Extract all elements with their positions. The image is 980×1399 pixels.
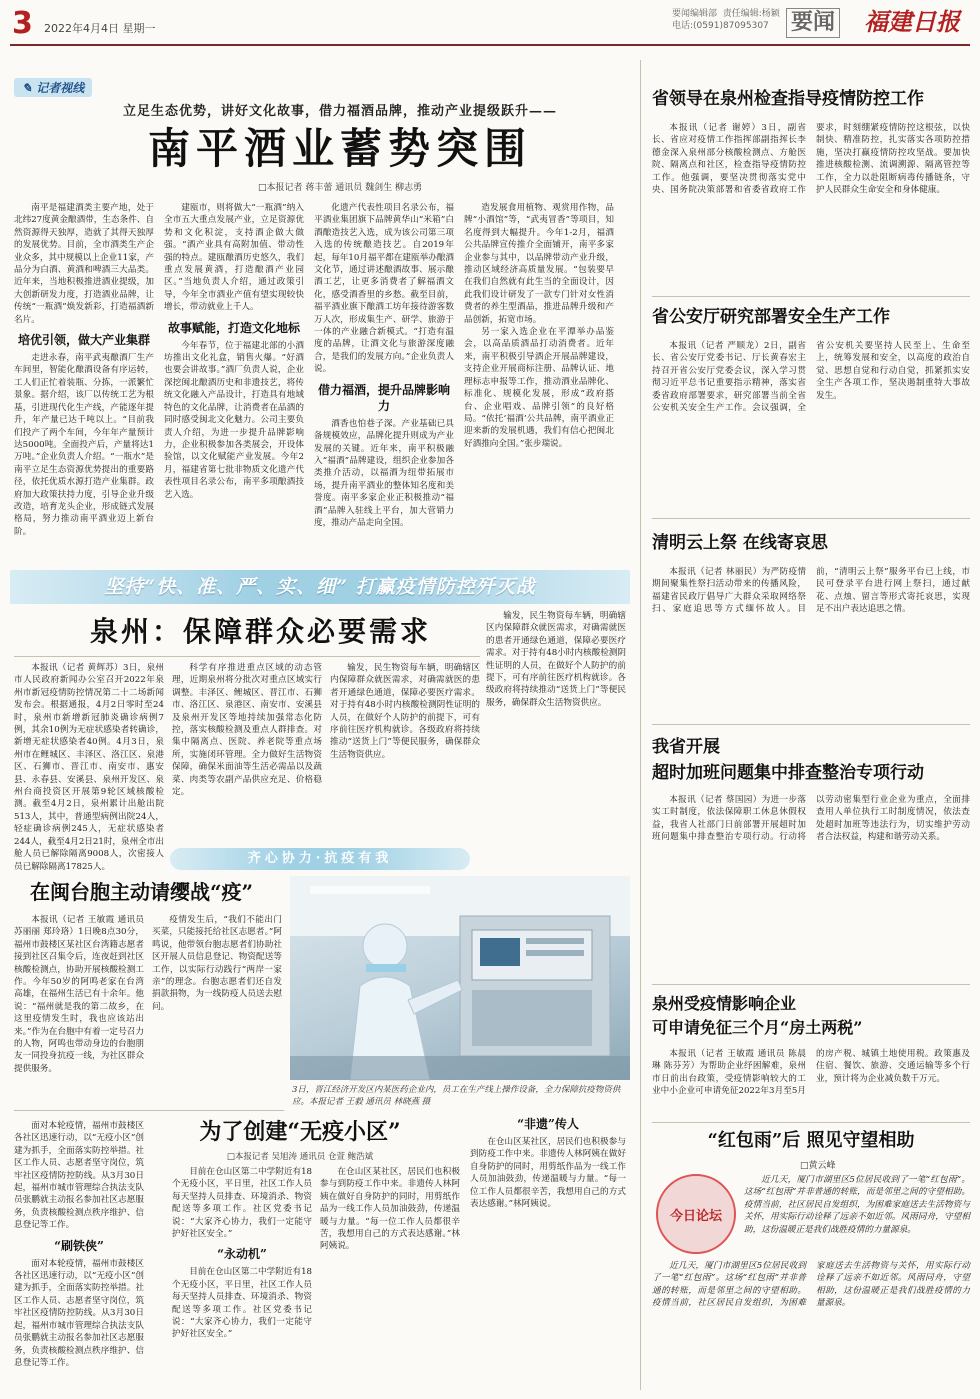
right-rule-3 bbox=[652, 724, 970, 725]
lead-col-2 bbox=[164, 202, 304, 556]
quanzhou-para-1: 本报讯（记者 黄辉苏）3日，泉州市人民政府新闻办公室召开2022年泉州市新冠疫情防控情况第二十二场新闻发布会。根据通报，4月2日零时至24时，泉州市新增新冠肺炎确诊病例7例，其余10例为无症状感染者转确诊，新增无症状感染者40例。4月3日，泉州市在鲤城区、丰泽区、洛江区、泉港区、石狮市、晋江市、南安市、惠安县、永春县、安溪县、泉州开发区、泉州台商投资区开展第9轮区域核酸检测。截至4月2日，泉州累计出舱出院513人，其中，普通型病例出院24人，轻症确诊病例245人，无症状感染者244人，截至4月2日21时，泉州全市出舱人员已解除隔离9008人，次密接人员已解除隔离17825人。 bbox=[14, 663, 164, 872]
right-a2-title: 省公安厅研究部署安全生产工作 bbox=[652, 307, 890, 327]
editors-text: 要闻编辑部 bbox=[672, 9, 718, 19]
fuzhou-title: 在闽台胞主动请缨战“疫” bbox=[30, 880, 254, 904]
right-a4-para: 本报讯（记者 蔡国园）为进一步落实工时制度，依法保障职工休息休假权益，我省人社部门日前部署开展超时加班问题集中排查整治专项行动。行动将以劳动密集型行业企业为重点，全面排查用人单位执行工时制度情况，依法查处超时加班等违法行为，切实维护劳动者合法权益，构建和谐劳动关系。 bbox=[652, 795, 970, 843]
right-rule-2 bbox=[652, 518, 970, 519]
xiaoqu-col-2 bbox=[172, 1166, 312, 1392]
lead-para-4: 造发展食用植物、观赏用作物，品牌“小酒馆”等，“武夷冒香”等项目，知名度得到大幅提升。今年1-2月，福酒公共品牌宣传推介全面铺开，南平多家企业参与其中，以品牌带动产业升级，推动区域经济高质量发展。“包装要早在我们自然就有此生当的全面设计，因此我们设计研发了一款专门针对女性消费者的养生型酒品，推进品牌升级和产品创新，拓宽市场。 bbox=[464, 203, 614, 325]
forum-badge-text: 今日论坛 bbox=[669, 1208, 722, 1224]
header-rule bbox=[10, 44, 970, 46]
phone-text: 电话:(0591)87095307 bbox=[672, 21, 769, 31]
right-rule-4 bbox=[652, 984, 970, 985]
quanzhou-col-1 bbox=[14, 662, 164, 872]
quanzhou-col-2 bbox=[172, 662, 322, 840]
quanzhou-para-2: 科学有序推进重点区域的动态管理，近期泉州将分批次对重点区域实行调整。丰泽区、鲤城区、晋江市、石狮市、洛江区、泉港区、南安市、安溪县及泉州开发区等地持续加强常态化防控，落实核酸检测及重点人群排查。对集中隔离点、医院、养老院等重点场所，实施闭环管理。全力做好生活物资保障，确保米面油等生活必需品以及蔬菜、肉类等农副产品供应充足、价格稳定。 bbox=[172, 663, 322, 798]
right-a6-text-2 bbox=[652, 1260, 970, 1392]
photo-caption: 3日，晋江经济开发区内某医药企业内，员工在生产线上操作设备，全力保障抗疫物资供应。本报记者 王毅 通讯员 林晓燕 摄 bbox=[292, 1085, 621, 1107]
xiaoqu-para-2b: 目前在仓山区第二中学附近有18个无疫小区，平日里，社区工作人员每天坚持人员排查、环境消杀、物资配送等多项工作。社区党委书记说：“大家齐心协力，我们一定能守护好社区安全。” bbox=[172, 1267, 312, 1340]
right-a4-title-1: 我省开展 bbox=[652, 737, 720, 757]
brand-logo: 福建日报 bbox=[864, 7, 960, 36]
lead-para-1: 南平是福建酒类主要产地，处于北纬27度黄金酿酒带，生态条件、自然资源得天独厚，造就了其得天独厚的发展优势。目前，全市酒类生产企业众多，其中规模以上企业11家，产品分为白酒、黄酒和啤酒三大品类。近年来，当地积极推进酒业提级，加大创新研发力度，打造酒业品牌，让传统“一瓶酒”焕发新彩，打造福酒新名片。 bbox=[14, 203, 154, 325]
corner-tag-text: 记者视线 bbox=[36, 81, 85, 95]
right-a3-text bbox=[652, 566, 970, 716]
lead-byline: □本报记者 蒋丰蕾 通讯员 魏剑生 柳志勇 bbox=[258, 183, 422, 193]
quanzhou-col-4 bbox=[486, 610, 626, 840]
corner-tag bbox=[14, 78, 92, 97]
xiaoqu-para-1: 面对本轮疫情，福州市鼓楼区各社区迅速行动，以“无疫小区”创建为抓手，全面落实防控举措。社区工作人员、志愿者坚守岗位，筑牢社区疫情防控防线。从3月30日起，福州市城市管理综合执法支队员张鹏就主动报名参加社区志愿服务，负责核酸检测点秩序维护、信息登记等工作。 bbox=[14, 1121, 144, 1231]
quanzhou-title-rule bbox=[14, 656, 480, 657]
xiaoqu-subhead-3: “非遗”传人 bbox=[517, 1117, 579, 1131]
lead-para-2: 建瓯市，则将做大“一瓶酒”纳入全市五大重点发展产业，立足资源优势和文化积淀，支持酒企做大做强。“酒产业具有高附加值、带动性强的特点。建瓯酿酒历史悠久，我们重点发展黄酒，打造酿酒产业园区。”当地负责人介绍，通过政策引导，今年全市酒业产值有望实现较快增长，带动就业上千人。 bbox=[164, 203, 304, 313]
date-text: 2022年4月4日 bbox=[44, 22, 119, 35]
banner-1-text: 坚持“快、准、严、实、细” 打赢疫情防控歼灭战 bbox=[104, 576, 536, 598]
right-rule-1 bbox=[652, 296, 970, 297]
lead-subhead-2: 故事赋能，打造文化地标 bbox=[167, 320, 300, 335]
xiaoqu-para-1b: 面对本轮疫情，福州市鼓楼区各社区迅速行动，以“无疫小区”创建为抓手，全面落实防控举措。社区工作人员、志愿者坚守岗位，筑牢社区疫情防控防线。从3月30日起，福州市城市管理综合执法支队员张鹏就主动报名参加社区志愿服务，负责核酸检测点秩序维护、信息登记等工作。 bbox=[14, 1258, 144, 1368]
quanzhou-col-3 bbox=[330, 662, 480, 840]
quanzhou-para-4: 输发，民生物资每车辆，明确辖区内保障群众就医需求，对确需就医的患者开通绿色通道，保障必要医疗需求。对于持有48小时内核酸检测阴性证明的人员，在做好个人防护的前提下，可有序前往医疗机构就诊。各级政府将持续推动“送货上门”等便民服务，确保群众生活物资供应。 bbox=[486, 611, 626, 708]
right-a6-byline: □黄云峰 bbox=[800, 1161, 836, 1171]
forum-badge bbox=[656, 1174, 736, 1254]
fuzhou-col-2 bbox=[152, 914, 282, 1114]
editor-info bbox=[672, 8, 780, 32]
right-a4-title-2: 超时加班问题集中排查整治专项行动 bbox=[652, 763, 924, 783]
xiaoqu-para-3: 在仓山区某社区，居民们也积极参与到防疫工作中来。非遗传人林阿姨在做好自身防护的同时，用剪纸作品为一线工作人员加油鼓劲，传递温暖与力量。“每一位工作人员都很辛苦，我想用自己的方式表达感谢。”林阿姨说。 bbox=[320, 1167, 460, 1252]
news-photo bbox=[290, 876, 630, 1080]
lead-col-3 bbox=[314, 202, 454, 556]
fuzhou-col-1 bbox=[14, 914, 144, 1114]
weekday-text: 星期一 bbox=[122, 22, 156, 35]
right-a3-para: 本报讯（记者 林丽民）为严防疫情期间聚集性祭扫活动带来的传播风险，福建省民政厅倡导广大群众采取网络祭扫、家庭追思等方式缅怀故人。目前，“清明云上祭”服务平台已上线，市民可登录平台进行网上祭扫，通过献花、点烛、留言等形式寄托哀思，实现足不出户表达追思之情。 bbox=[652, 567, 970, 615]
lead-para-3: 化遗产代表性项目名录公布，福平酒业集团旗下品牌黄华山“米箱”白酒酿造技艺入选，成为该公司第三项入选的传统酿造技艺。自2019年起，每年10月福平都在建瓯举办酿酒文化节，通过讲述酿酒故事、展示酿酒工艺，让更多消费者了解福酒文化，感受酒香里的乡愁。截至目前，福平酒业旗下酿酒工坊年接待游客数万人次，形成集生产、研学、旅游于一体的产业融合新模式。“打造有温度的品牌，让酒文化与旅游深度融合，是我们的发展方向。”企业负责人说。 bbox=[314, 203, 454, 375]
right-rule-5 bbox=[652, 1122, 970, 1123]
right-a3-title: 清明云上祭 在线寄哀思 bbox=[652, 533, 828, 553]
photo-illustration bbox=[290, 876, 630, 1080]
section-label: 要闻 bbox=[786, 8, 840, 38]
right-a4-text bbox=[652, 794, 970, 976]
right-a5-title-2: 可申请免征三个月“房土两税” bbox=[652, 1018, 863, 1037]
lead-col-4 bbox=[464, 202, 614, 556]
xiaoqu-para-4: 在仓山区某社区，居民们也积极参与到防疫工作中来。非遗传人林阿姨在做好自身防护的同时，用剪纸作品为一线工作人员加油鼓劲，传递温暖与力量。“每一位工作人员都很辛苦，我想用自己的方式表达感谢。”林阿姨说。 bbox=[470, 1137, 626, 1210]
xiaoqu-para-2: 目前在仓山区第二中学附近有18个无疫小区，平日里，社区工作人员每天坚持人员排查、环境消杀、物资配送等多项工作。社区党委书记说：“大家齐心协力，我们一定能守护好社区安全。” bbox=[172, 1167, 312, 1240]
right-a5-text bbox=[652, 1048, 970, 1116]
divider-left-main bbox=[640, 60, 641, 1390]
right-a6-para-2: 近几天，厦门市湖里区5位居民收到了一笔“红包雨”。这场“红包雨”并非普通的转账，而是邻里之间的守望相助。疫情当前，社区居民自发组织，为困难家庭送去生活物资与关怀，用实际行动诠释了远亲不如近邻。风雨同舟，守望相助，这份温暖正是我们战胜疫情的力量源泉。 bbox=[652, 1261, 970, 1309]
lead-para-2b: 今年春节，位于福建北部的小酒坊推出文化礼盒，销售火爆。“好酒也要会讲故事。”酒厂负责人说，企业深挖闽北酿酒历史和非遗技艺，将传统文化融入产品设计，打造具有地域特色的文化品牌，让消费者在品酒的同时感受闽北文化魅力。公司主要负责人介绍，为进一步提升品牌影响力，企业积极参加各类展会，开设体验馆，以文化赋能产业发展。今年2月，福建省第七批非物质文化遗产代表性项目名录公布，南平多项酿酒技艺入选。 bbox=[164, 340, 304, 500]
fuzhou-para-1: 本报讯（记者 王敏霞 通讯员 苏丽丽 郑玲珞）1日晚8点30分，福州市鼓楼区某社区台湾籍志愿者接到社区召集令后，连夜赶到社区核酸检测点，协助开展核酸检测工作。今年50岁的阿鸣老家在台湾高雄，在福州生活已有十余年。他说：“福州就是我的第二故乡，在这里疫情发生时，我也应该站出来。”作为在台胞中有着一定号召力的人物，阿鸣也带动身边的台胞朋友一同投身抗疫一线，为社区群众提供服务。 bbox=[14, 915, 144, 1074]
right-a2-text bbox=[652, 340, 970, 508]
quanzhou-para-3: 输发，民生物资每车辆，明确辖区内保障群众就医需求，对确需就医的患者开通绿色通道，保障必要医疗需求。对于持有48小时内核酸检测阴性证明的人员，在做好个人防护的前提下，可有序前往医疗机构就诊。各级政府将持续推动“送货上门”等便民服务，确保群众生活物资供应。 bbox=[330, 663, 480, 760]
right-a1-text bbox=[652, 122, 970, 288]
lead-subhead-3: 借力福酒，提升品牌影响力 bbox=[317, 382, 450, 413]
pen-icon: ✎ bbox=[22, 81, 33, 95]
fuzhou-para-2: 疫情发生后，“我们不能出门买菜，只能接托给社区志愿者。”阿鸣说，他带领台胞志愿者们协助社区开展人员信息登记、物资配送等工作，以实际行动践行“两岸一家亲”的理念。台胞志愿者们还自发捐款捐物，为一线防疫人员送去慰问。 bbox=[152, 915, 282, 1012]
xiaoqu-col-1 bbox=[14, 1120, 144, 1392]
xiaoqu-top-rule bbox=[14, 1110, 284, 1111]
xiaoqu-byline: □本报记者 吴旭涛 通讯员 仓萱 鲍浩斌 bbox=[226, 1152, 374, 1162]
page-number: 3 bbox=[12, 6, 33, 41]
xiaoqu-col-4 bbox=[470, 1110, 626, 1392]
lead-para-3b: 酒香也怕巷子深。产业基础已具备规模效应，品牌化提升则成为产业发展的关键。近年来，南平积极融入“福酒”品牌建设，组织企业参加各类推介活动，以福酒为纽带拓展市场，提升南平酒业的整体知名度和美誉度。南平多家企业正积极推动“福酒”品牌入驻线上平台，加大营销力度，推动产品走向全国。 bbox=[314, 418, 454, 528]
xiaoqu-subhead-2: “永动机” bbox=[217, 1247, 267, 1262]
duty-editor-text: 责任编辑:杨颖 bbox=[722, 9, 780, 19]
xiaoqu-col-3 bbox=[320, 1166, 460, 1392]
right-a1-para: 本报讯（记者 谢婷）3日，副省长、省应对疫情工作指挥部副指挥长李德金深入泉州部分核酸检测点、方舱医院、隔离点和社区，检查指导疫情防控工作。他强调，要坚决贯彻落实党中央、国务院决策部署和省委省政府工作要求，时刻绷紧疫情防控这根弦，以快制快、精准防控，扎实落实各项防控措施，坚决打赢疫情防控攻坚战。要加快推进核酸检测、流调溯源、隔离管控等工作，全力以赴阻断病毒传播链条，守护人民群众生命安全和身体健康。 bbox=[652, 123, 970, 196]
right-a2-para: 本报讯（记者 严顺龙）2日，副省长、省公安厅党委书记、厅长黄春宏主持召开省公安厅党委会议，深入学习贯彻习近平总书记重要指示精神，落实省委省政府部署要求，研究部署当前全省公安机关安全生产工作。会议强调，全省公安机关要坚持人民至上、生命至上，统筹发展和安全，以高度的政治自觉、思想自觉和行动自觉，抓紧抓实安全生产各项工作，坚决遏制重特大事故发生。 bbox=[652, 341, 970, 414]
right-a6-title: “红包雨”后 照见守望相助 bbox=[707, 1130, 915, 1151]
lead-title: 南平酒业蓄势突围 bbox=[147, 124, 532, 173]
lead-para-4b: 另一家入选企业在平潭举办品鉴会，以高品质酒品打动消费者。近年来，南平积极引导酒企开展品牌建设，支持企业开展商标注册、品牌认证、地理标志申报等工作，推动酒业品牌化、标准化、规模化发展，形成“政府搭台、企业唱戏、品牌引领”的良好格局。“依托‘福酒’公共品牌，南平酒业正迎来新的发展机遇，我们有信心把闽北好酒推向全国。”张步瑞说。 bbox=[464, 327, 614, 449]
issue-date bbox=[44, 20, 156, 36]
right-a5-para: 本报讯（记者 王敏霞 通讯员 陈晨琳 陈芬芳）为帮助企业纾困解难，泉州市日前出台政策，受疫情影响较大的工业中小企业可申请免征2022年3月至5月的房产税、城镇土地使用税。政策惠及住宿、餐饮、旅游、交通运输等多个行业，预计将为企业减负数千万元。 bbox=[652, 1049, 970, 1097]
right-a6-text-1 bbox=[744, 1174, 970, 1254]
banner-fight-epidemic bbox=[10, 570, 630, 604]
xiaoqu-title: 为了创建“无疫小区” bbox=[199, 1119, 401, 1145]
right-a5-title-1: 泉州受疫情影响企业 bbox=[652, 994, 797, 1013]
xiaoqu-subhead-1: “刷铁侠” bbox=[54, 1238, 104, 1253]
lead-kicker: 立足生态优势，讲好文化故事，借力福酒品牌，推动产业提级跃升—— bbox=[122, 104, 557, 119]
lead-subhead-1: 培优引领，做大产业集群 bbox=[17, 333, 150, 348]
lead-para-1b: 走进永春，南平武夷酿酒厂生产车间里，智能化酿酒设备有序运转，工人们正忙着装瓶、分拣，一派繁忙景象。据介绍，该厂以传统工艺为根基，引进现代化生产线，产能逐年提升，年产量已达千吨以上。“目前我们投产了两个车间，今年年产量预计达5000吨。全面投产后，产量将达1万吨。”企业负责人介绍。“一瓶水”是南平立足生态资源优势提出的重要路径，依托优质水源打造产业集群。政府加大政策扶持力度，引导企业升级改造，培育龙头企业，形成链式发展格局，努力推动南平酒业迈上新台阶。 bbox=[14, 353, 154, 537]
right-a6-para-1: 近几天，厦门市湖里区5位居民收到了一笔“红包雨”。这场“红包雨”并非普通的转账，而是邻里之间的守望相助。疫情当前，社区居民自发组织，为困难家庭送去生活物资与关怀，用实际行动诠释了远亲不如近邻。风雨同舟，守望相助，这份温暖正是我们战胜疫情的力量源泉。 bbox=[744, 1175, 970, 1235]
banner-together bbox=[170, 848, 470, 870]
quanzhou-title: 泉州：保障群众必要需求 bbox=[90, 615, 432, 648]
lead-col-1 bbox=[14, 202, 154, 556]
right-a1-title: 省领导在泉州检查指导疫情防控工作 bbox=[652, 89, 924, 109]
banner-2-text: 齐心协力·抗疫有我 bbox=[247, 851, 393, 866]
